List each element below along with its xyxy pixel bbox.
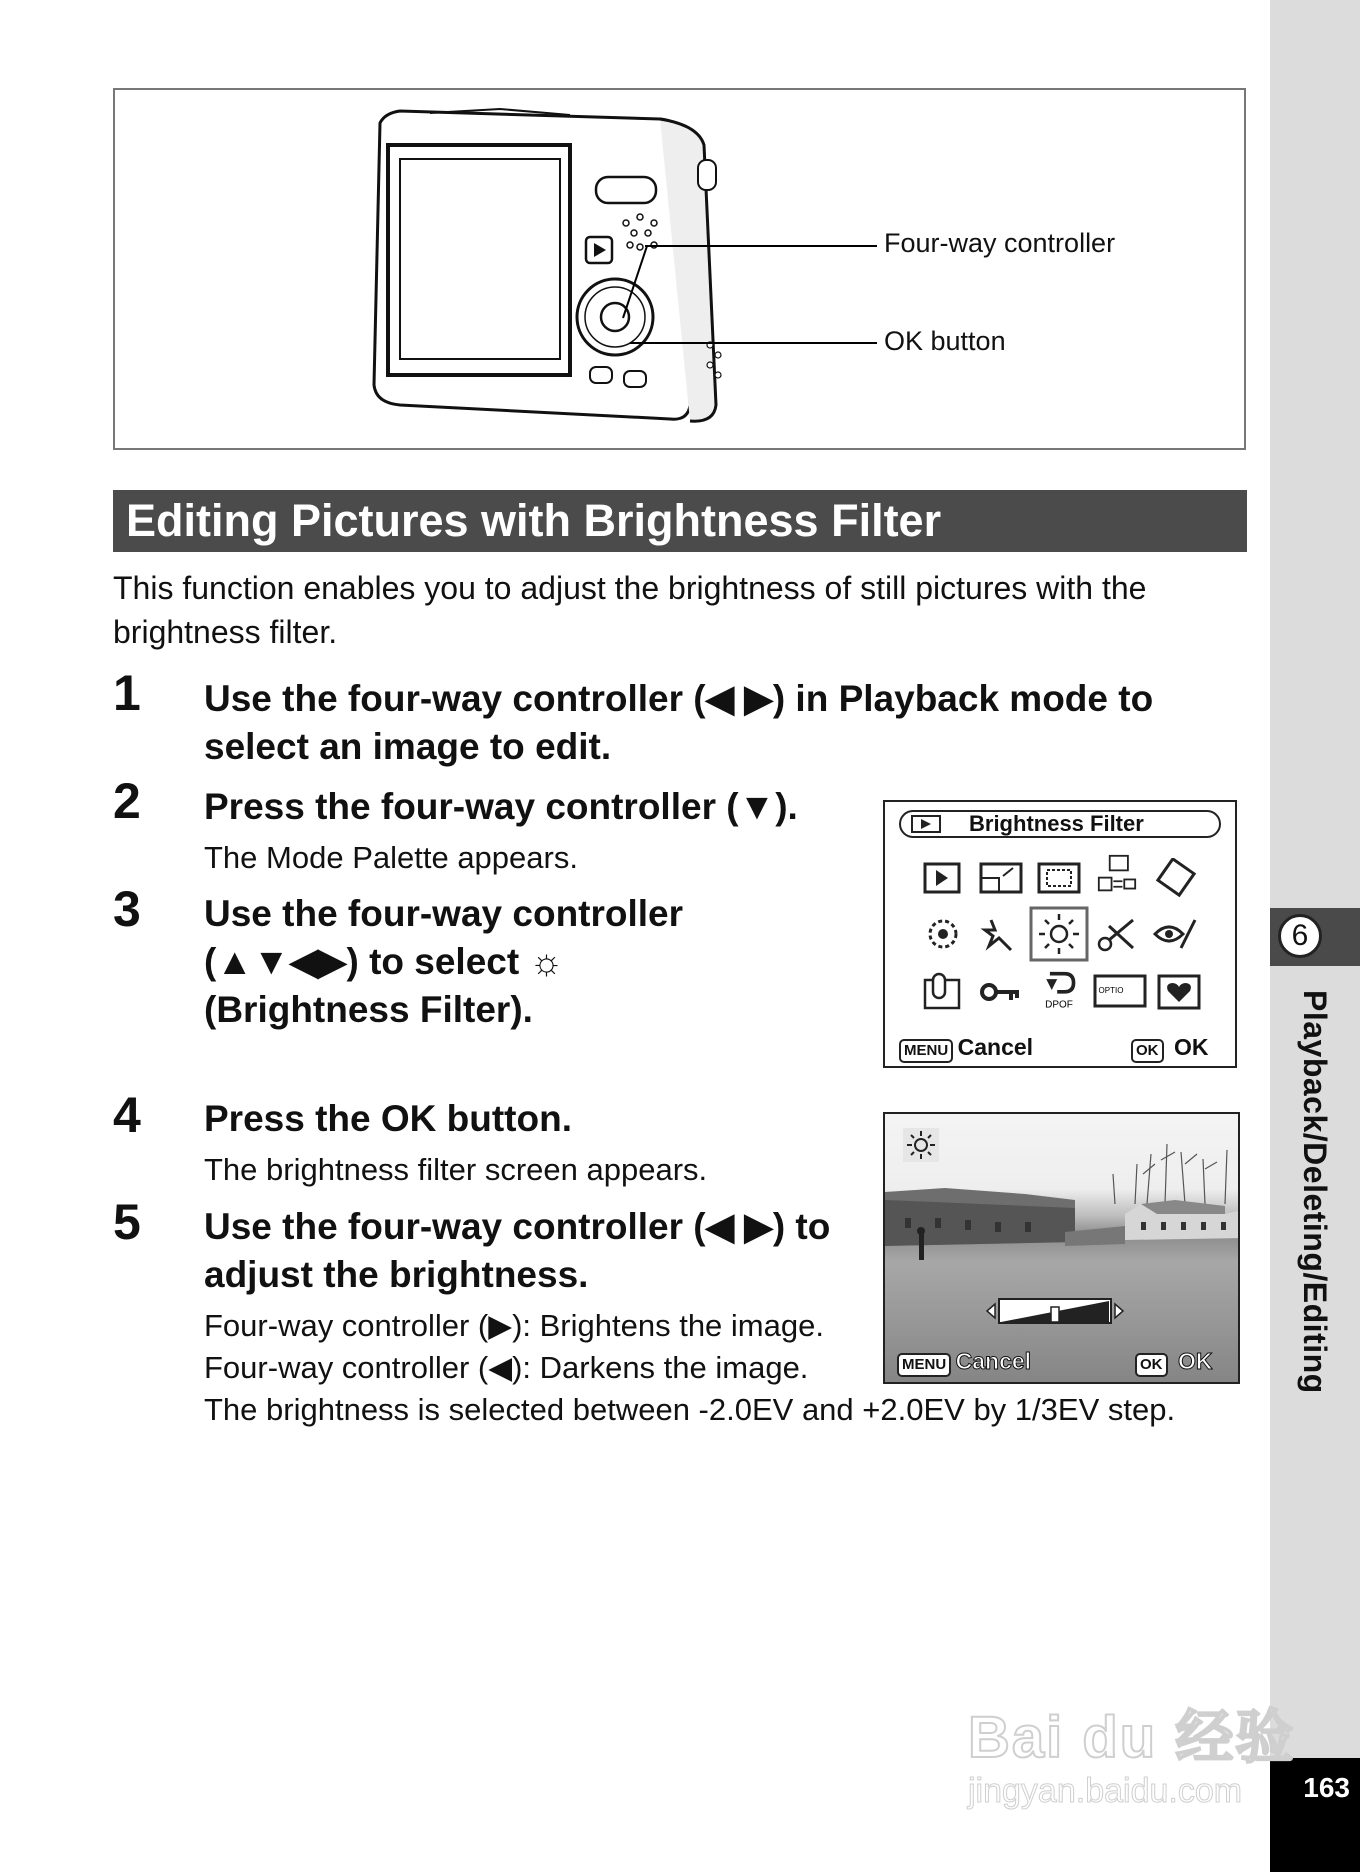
resize-icon bbox=[977, 858, 1025, 898]
step-1-line-2: select an image to edit. bbox=[204, 726, 612, 767]
step-4-line-1: Press the OK button. bbox=[204, 1098, 572, 1139]
step-2-line-1: Press the four-way controller (▼). bbox=[204, 786, 798, 827]
section-title: Editing Pictures with Brightness Filter bbox=[126, 495, 942, 546]
frame-composite-icon bbox=[1093, 914, 1141, 954]
step-5-line-2: adjust the brightness. bbox=[204, 1254, 589, 1295]
brightness-slider[interactable] bbox=[985, 1296, 1125, 1326]
cropping-icon bbox=[1035, 858, 1083, 898]
palette-title: Brightness Filter bbox=[969, 811, 1144, 836]
rotating-icon bbox=[1151, 858, 1199, 898]
red-eye-icon bbox=[1151, 914, 1199, 954]
palette-cancel-button[interactable] bbox=[899, 1034, 1033, 1063]
frame-heart-icon bbox=[1155, 972, 1203, 1012]
voice-memo-icon bbox=[919, 972, 967, 1012]
step-5-number: 5 bbox=[113, 1194, 141, 1250]
step-4-number: 4 bbox=[113, 1087, 141, 1143]
palette-title-bar bbox=[899, 810, 1221, 838]
step-3-line-2: (▲▼◀▶) to select ☼ bbox=[204, 941, 564, 982]
digital-filter-icon bbox=[977, 914, 1025, 954]
slider-knob bbox=[1051, 1307, 1059, 1322]
step-5-line-1: Use the four-way controller (◀ ▶) to bbox=[204, 1206, 831, 1247]
ok-key: OK bbox=[1131, 1039, 1164, 1063]
callout-leader bbox=[620, 243, 650, 323]
callout-ok-button: OK button bbox=[884, 326, 1006, 356]
intro-line-1: This function enables you to adjust the brightness of still pictures with the bbox=[113, 570, 1147, 606]
ok-key: OK bbox=[1135, 1353, 1168, 1377]
watermark-url: jingyan.baidu.com bbox=[968, 1772, 1243, 1810]
palette-ok-button[interactable] bbox=[1131, 1034, 1208, 1063]
step-3-line-3: (Brightness Filter). bbox=[204, 989, 533, 1030]
step-4-sub: The brightness filter screen appears. bbox=[204, 1152, 708, 1187]
page-number: 163 bbox=[1303, 1772, 1350, 1803]
step-5-sub-2: Four-way controller (◀): Darkens the image. bbox=[204, 1350, 809, 1385]
image-copy-icon bbox=[1093, 854, 1141, 894]
step-1-line-1: Use the four-way controller (◀ ▶) in Playback mode to bbox=[204, 678, 1154, 719]
step-2-number: 2 bbox=[113, 773, 141, 829]
palette-ok-label: OK bbox=[1173, 1034, 1209, 1060]
brightness-filter-screen bbox=[883, 1112, 1240, 1384]
step-1-number: 1 bbox=[113, 665, 141, 721]
dpof-icon bbox=[1035, 970, 1083, 1010]
camera-illustration bbox=[360, 105, 740, 425]
chapter-number: 6 bbox=[1278, 914, 1322, 958]
filter-ok-label: OK bbox=[1177, 1348, 1213, 1374]
step-5-sub-1: Four-way controller (▶): Brightens the image. bbox=[204, 1308, 824, 1343]
step-3-number: 3 bbox=[113, 881, 141, 937]
dpof-label: DPOF bbox=[1045, 999, 1073, 1010]
brightness-filter-icon bbox=[903, 1128, 939, 1162]
menu-key: MENU bbox=[899, 1039, 953, 1063]
mode-palette-screen bbox=[883, 800, 1237, 1068]
callout-line-controller bbox=[645, 245, 877, 247]
intro-line-2: brightness filter. bbox=[113, 614, 338, 650]
brightness-filter-icon[interactable] bbox=[1029, 906, 1089, 962]
step-2-sub: The Mode Palette appears. bbox=[204, 840, 578, 875]
slideshow-icon bbox=[919, 858, 967, 898]
protect-key-icon bbox=[977, 972, 1025, 1012]
filter-cancel-button[interactable] bbox=[897, 1348, 1031, 1377]
palette-cancel-label: Cancel bbox=[957, 1034, 1034, 1060]
start-up-screen-icon bbox=[1093, 974, 1147, 1008]
slider-left-arrow-icon bbox=[987, 1304, 995, 1318]
playback-icon bbox=[911, 815, 941, 833]
menu-key: MENU bbox=[897, 1353, 951, 1377]
slider-right-arrow-icon bbox=[1115, 1304, 1123, 1318]
watermark-logo: Bai du 经验 bbox=[968, 1705, 1296, 1770]
callout-four-way-controller: Four-way controller bbox=[884, 228, 1116, 258]
step-5-sub-3: The brightness is selected between -2.0EV and +2.0EV by 1/3EV step. bbox=[204, 1392, 1176, 1427]
filter-cancel-label: Cancel bbox=[955, 1348, 1032, 1374]
filter-ok-button[interactable] bbox=[1135, 1348, 1212, 1377]
chapter-title: Playback/Deleting/Editing bbox=[1297, 990, 1333, 1394]
color-filter-icon bbox=[919, 914, 967, 954]
optio-label: OPTIO bbox=[1098, 986, 1124, 995]
callout-line-ok bbox=[630, 342, 877, 344]
brightness-mode-badge bbox=[903, 1128, 939, 1162]
step-3-line-1: Use the four-way controller bbox=[204, 893, 684, 934]
